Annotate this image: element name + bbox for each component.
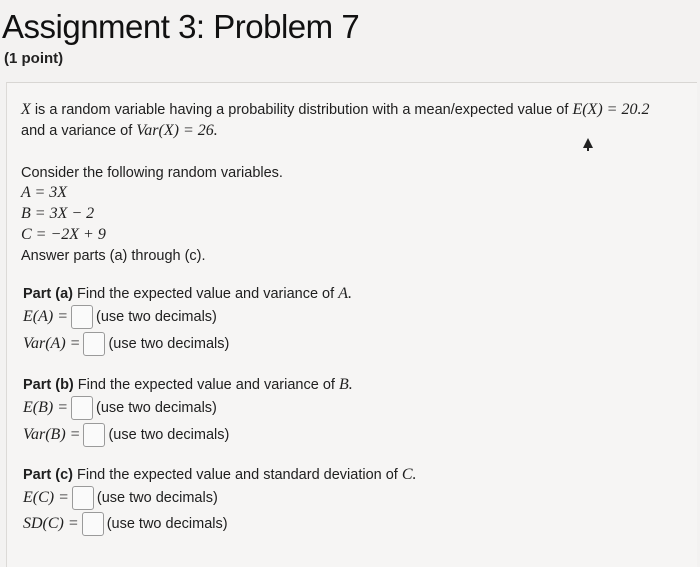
part-a-row-2 [23, 332, 229, 356]
def-c: C = −2X + 9 [21, 226, 106, 243]
part-b-heading [23, 376, 353, 394]
part-c-var: C. [401, 466, 417, 483]
part-b-row-2 [23, 423, 229, 447]
ea-hint: (use two decimals) [96, 308, 217, 325]
vara-hint: (use two decimals) [108, 335, 230, 352]
page-title: Assignment 3: Problem 7 [2, 8, 360, 45]
ea-expr: E(A) = [23, 307, 68, 325]
part-a-heading [23, 285, 352, 303]
part-b-row-1 [23, 396, 217, 420]
part-c-row-1 [23, 486, 218, 510]
ec-expr: E(C) = [23, 488, 69, 506]
eb-answer-input[interactable] [71, 396, 93, 420]
part-c-heading [23, 466, 417, 484]
mouse-cursor-icon [583, 138, 593, 148]
points-label: (1 point) [4, 50, 64, 67]
part-a-label: Part (a) [23, 286, 73, 302]
intro-line-1 [21, 101, 649, 119]
part-b-text: Find the expected value and variance of [77, 377, 335, 393]
eb-expr: E(B) = [23, 398, 68, 416]
sdc-hint: (use two decimals) [106, 515, 228, 532]
def-a: A = 3X [21, 184, 68, 201]
def-b: B = 3X − 2 [21, 205, 95, 222]
vara-answer-input[interactable] [83, 332, 105, 356]
varb-hint: (use two decimals) [108, 426, 230, 443]
part-c-text: Find the expected value and standard deviation of [77, 467, 398, 483]
varb-expr: Var(B) = [23, 425, 81, 443]
ec-answer-input[interactable] [72, 486, 94, 510]
consider-label: Consider the following random variables. [21, 165, 283, 181]
answer-label: Answer parts (a) through (c). [21, 248, 206, 264]
intro-line-2 [21, 122, 218, 140]
part-b-var: B. [338, 376, 353, 393]
intro-text-1: is a random variable having a probability distribution with a mean/expected value of [34, 102, 569, 118]
sdc-answer-input[interactable] [82, 512, 104, 536]
part-c-label: Part (c) [23, 467, 73, 483]
variance-expression: Var(X) = 26. [136, 122, 218, 139]
varb-answer-input[interactable] [83, 423, 105, 447]
mean-expression: E(X) = 20.2 [572, 101, 650, 118]
ea-answer-input[interactable] [71, 305, 93, 329]
eb-hint: (use two decimals) [96, 399, 217, 416]
part-c-row-2 [23, 512, 228, 536]
part-a-var: A. [338, 285, 352, 302]
intro-text-2: and a variance of [21, 123, 133, 139]
var-x: X [21, 101, 31, 118]
part-a-row-1 [23, 305, 217, 329]
problem-card [6, 82, 697, 567]
vara-expr: Var(A) = [23, 334, 81, 352]
part-a-text: Find the expected value and variance of [77, 286, 335, 302]
sdc-expr: SD(C) = [23, 514, 79, 532]
ec-hint: (use two decimals) [96, 489, 218, 506]
part-b-label: Part (b) [23, 377, 74, 393]
